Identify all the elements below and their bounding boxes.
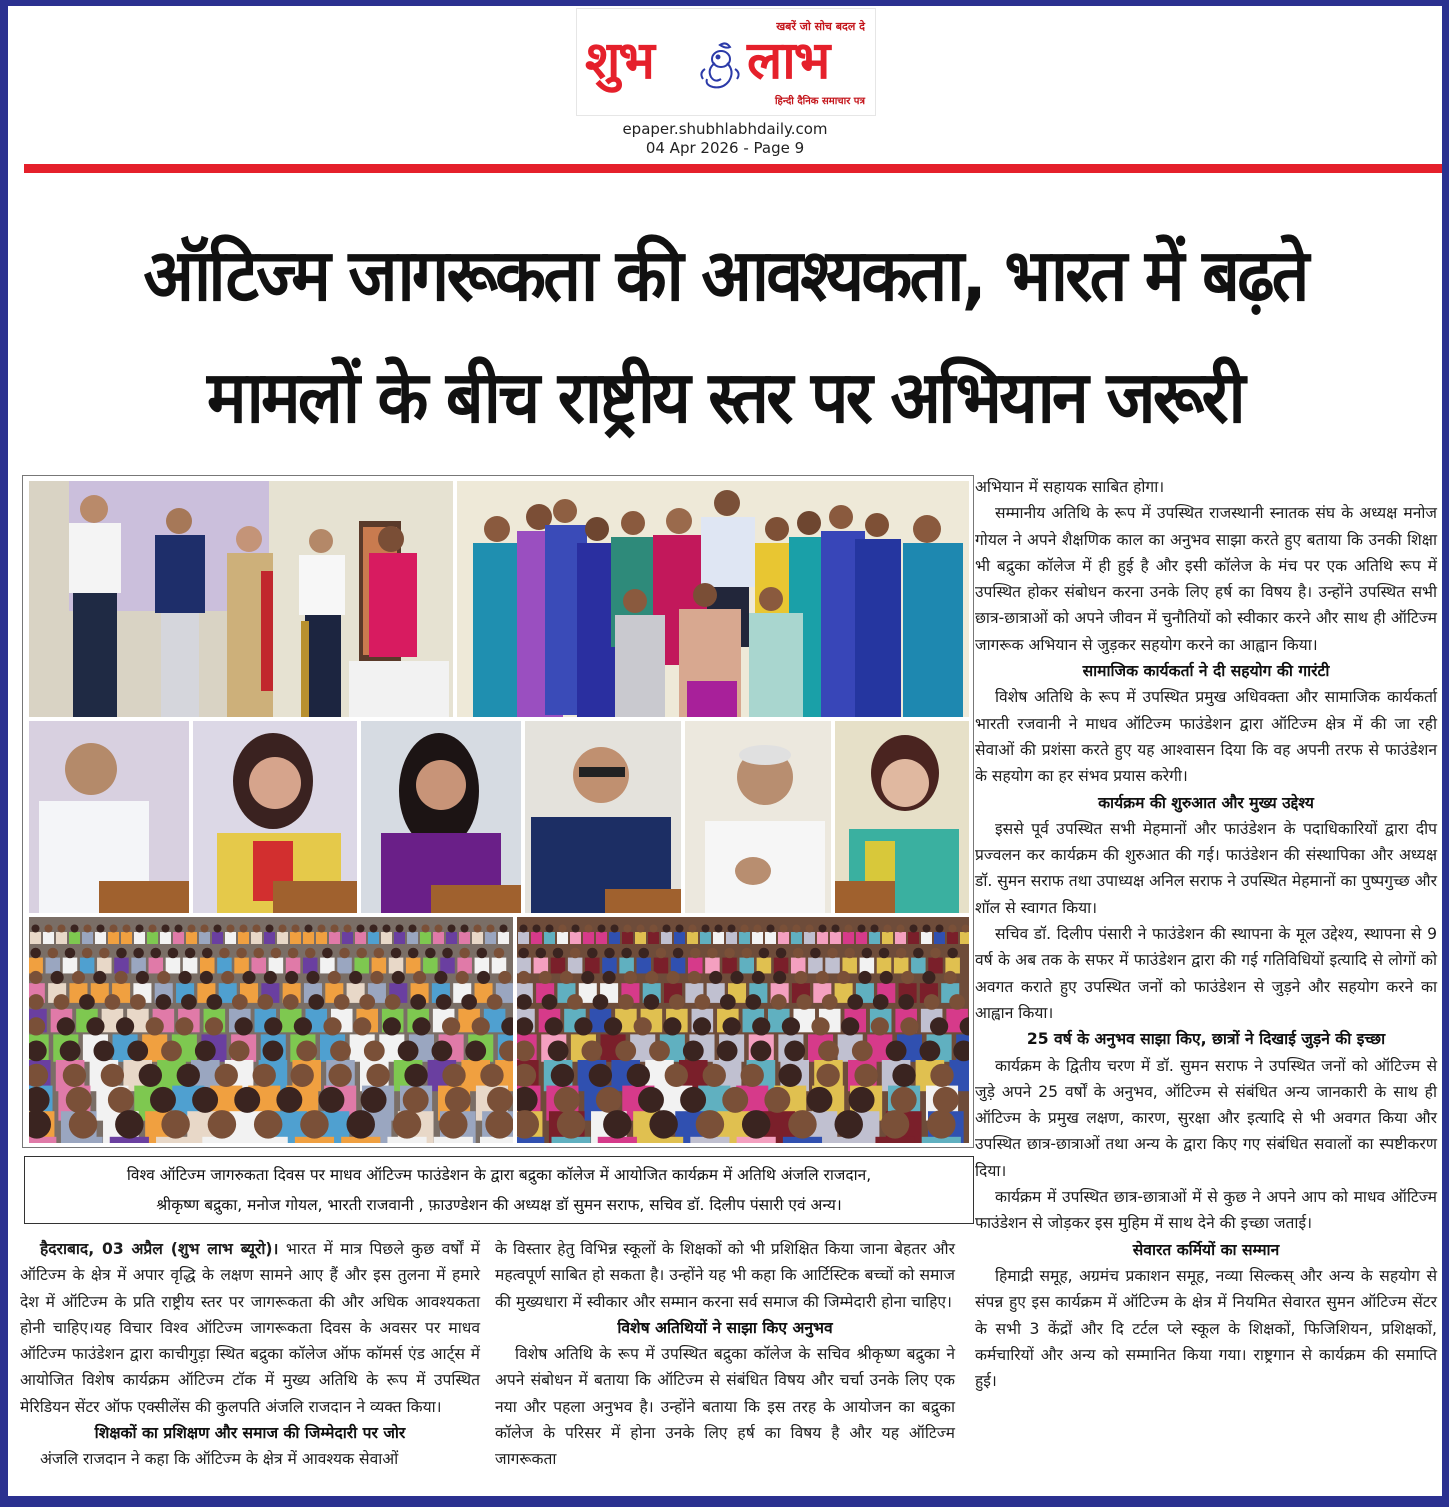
article-paragraph: के विस्तार हेतु विभिन्न स्कूलों के शिक्षकों को भी प्रशिक्षित किया जाना बेहतर और महत्वपूर्ण साबित हो सकता है। उन्होंने यह भी कहा कि आर्टिस्टिक बच्चों को समाज की मुख्यधारा में स्वीकार और सम्मान करना सर्व समाज की जिम्मेदारी होना चाहिए। xyxy=(495,1240,955,1311)
article-paragraph: कार्यक्रम के द्वितीय चरण में डॉ. सुमन सराफ ने उपस्थित जनों को ऑटिज्म से जुड़े अपने 25 वर्षों के अनुभव, ऑटिज्म से संबंधित अन्य जानकारी के साथ ही ऑटिज्म के प्रमुख लक्षण, कारण, सुरक्षा और इत्यादि से भी अवगत किया और उपस्थित छात्र-छात्राओं तथा अन्य के द्वारा किए गए संबंधित सवालों का स्पष्टीकरण दिया। xyxy=(975,1056,1437,1180)
caption-line-2: श्रीकृष्ण बद्रुका, मनोज गोयल, भारती राजवानी , फ़ाउण्डेशन की अध्यक्ष डॉ सुमन सराफ, सचिव डॉ. दिलीप पंसारी एवं अन्य। xyxy=(156,1196,842,1214)
article-paragraph: विशेष अतिथि के रूप में उपस्थित बद्रुका कॉलेज के सचिव श्रीकृष्ण बद्रुका ने अपने संबोधन में बताया कि ऑटिज्म से संबंधित विषय और चर्चा उनके लिए एक नया और पहला अनुभव है। उन्होंने बताया कि इस तरह के आयोजन का बद्रुका कॉलेज के परिसर में होना उनके लिए हर्ष का विषय है और यह ऑटिज्म जागरूकता xyxy=(495,1345,955,1469)
article-paragraph: सचिव डॉ. दिलीप पंसारी ने फाउंडेशन की स्थापना के मूल उद्देश्य, स्थापना से 9 वर्ष के अब तक के सफर में फाउंडेशन द्वारा की गई गतिविधियों इत्यादि से लोगों को अवगत कराते हुए उपस्थित जनों को फाउंडेशन से जुड़ने और सहयोग करने का आह्वान किया। xyxy=(975,925,1437,1022)
subheading-special-guests: विशेष अतिथियों ने साझा किए अनुभव xyxy=(617,1318,833,1337)
photo-speaker-1[interactable] xyxy=(29,721,189,913)
article-paragraph: कार्यक्रम में उपस्थित छात्र-छात्राओं में से कुछ ने अपने आप को माधव ऑटिज्म फाउंडेशन से जोड़कर इस मुहिम में साथ देने की इच्छा जताई। xyxy=(975,1188,1437,1233)
masthead-subtitle: हिन्दी दैनिक समाचार पत्र xyxy=(774,96,865,107)
headline-line-1: ऑटिज्म जागरूकता की आवश्यकता, भारत में बढ़ते xyxy=(143,233,1307,317)
dateline: हैदराबाद, 03 अप्रैल (शुभ लाभ ब्यूरो)। xyxy=(40,1240,279,1258)
subheading-25-years: 25 वर्ष के अनुभव साझा किए, छात्रों ने दिखाई जुड़ने की इच्छा xyxy=(1026,1030,1386,1049)
newspaper-page xyxy=(8,6,1442,1496)
masthead-divider xyxy=(24,164,1442,173)
article-column-right xyxy=(975,474,1437,1394)
article-paragraph: अभियान में सहायक साबित होगा। xyxy=(975,478,1165,496)
logo-word-shubh: शुभ xyxy=(585,30,653,91)
ganesha-icon xyxy=(697,39,743,95)
photo-speaker-5[interactable] xyxy=(685,721,831,913)
article-paragraph: सम्मानीय अतिथि के रूप में उपस्थित राजस्थानी स्नातक संघ के अध्यक्ष मनोज गोयल ने अपने शैक्षणिक काल का अनुभव साझा करते हुए बताया कि उनकी शिक्षा भी बद्रुका कॉलेज में ही हुई है और इसी कॉलेज के मंच पर एक अतिथि रूप में उपस्थित होकर संबोधन करना उनके लिए हर्ष का विषय है। उन्होंने उपस्थित सभी छात्र-छात्राओं को अपने जीवन में चुनौतियों को स्वीकार करने और साथ ही ऑटिज्म जागरूक अभियान से जुड़कर सहयोग करने का आह्वान किया। xyxy=(975,504,1437,654)
subheading-program-start: कार्यक्रम की शुरुआत और मुख्य उद्देश्य xyxy=(1098,793,1314,812)
photo-audience-1[interactable] xyxy=(29,917,513,1143)
caption-line-1: विश्व ऑटिज्म जागरुकता दिवस पर माधव ऑटिज्म फाउंडेशन के द्वारा बद्रुका कॉलेज में आयोजित कार्यक्रम में अतिथि अंजलि राजदान, xyxy=(126,1166,872,1184)
headline-line-2: मामलों के बीच राष्ट्रीय स्तर पर अभियान जरूरी xyxy=(207,355,1243,439)
photo-group[interactable] xyxy=(457,481,969,717)
photo-speaker-3[interactable] xyxy=(361,721,521,913)
photo-speaker-6[interactable] xyxy=(835,721,969,913)
subheading-teacher-training: शिक्षकों का प्रशिक्षण और समाज की जिम्मेदारी पर जोर xyxy=(94,1424,406,1443)
epaper-url[interactable]: epaper.shubhlabhdaily.com xyxy=(622,120,828,138)
masthead-logo[interactable] xyxy=(576,8,876,116)
edition-date-page: 04 Apr 2026 - Page 9 xyxy=(645,139,805,157)
article-column-middle xyxy=(495,1236,955,1473)
article-paragraph: हिमाद्री समूह, अग्रमंच प्रकाशन समूह, नव्या सिल्कस् और अन्य के सहयोग से संपन्न हुए इस कार्यक्रम में ऑटिज्म के क्षेत्र में नियमित सेवारत सुमन ऑटिज्म सेंटर के सभी 3 केंद्रों और दि टर्टल प्ले स्कूल के शिक्षकों, फिजिशियन, प्रशिक्षकों, कर्मचारियों और अन्य को सम्मानित किया गया। राष्ट्रगान से कार्यक्रम की समाप्ति हुई। xyxy=(975,1266,1437,1391)
photo-speaker-2[interactable] xyxy=(193,721,357,913)
article-paragraph: इससे पूर्व उपस्थित सभी मेहमानों और फाउंडेशन के पदाधिकारियों द्वारा दीप प्रज्वलन कर कार्यक्रम की शुरुआत की गई। फाउंडेशन की संस्थापिका और अध्यक्ष डॉ. सुमन सराफ तथा उपाध्यक्ष अनिल सराफ ने उपस्थित मेहमानों का पुष्पगुच्छ और शॉल से स्वागत किया। xyxy=(975,819,1437,917)
photo-speaker-4[interactable] xyxy=(525,721,681,913)
article-paragraph: विशेष अतिथि के रूप में उपस्थित प्रमुख अधिवक्ता और सामाजिक कार्यकर्ता भारती रजवानी ने माधव ऑटिज्म फाउंडेशन द्वारा ऑटिज्म क्षेत्र में की जा रही सेवाओं की प्रशंसा करते हुए यह आश्वासन दिया कि वह अपनी तरफ से फाउंडेशन के सहयोग का हर संभव प्रयास करेगी। xyxy=(975,688,1437,786)
photo-audience-2[interactable] xyxy=(517,917,969,1143)
article-paragraph: अंजलि राजदान ने कहा कि ऑटिज्म के क्षेत्र में आवश्यक सेवाओं xyxy=(40,1450,399,1469)
photo-caption xyxy=(24,1156,974,1224)
article-column-left xyxy=(20,1236,480,1473)
subheading-staff-honour: सेवारत कर्मियों का सम्मान xyxy=(1132,1240,1280,1259)
masthead-tagline: खबरें जो सोच बदल दे xyxy=(776,20,865,33)
photo-lamp-lighting[interactable] xyxy=(29,481,453,717)
subheading-social-worker: सामाजिक कार्यकर्ता ने दी सहयोग की गारंटी xyxy=(1082,662,1330,681)
article-paragraph: भारत में मात्र पिछले कुछ वर्षों में ऑटिज्म के क्षेत्र में अपार वृद्धि के लक्षण सामने आए हैं और इस तुलना में हमारे देश में ऑटिज्म के प्रति राष्ट्रीय स्तर पर जागरूकता की और अधिक आवश्यकता होनी चाहिए।यह विचार विश्व ऑटिज्म जागरूकता दिवस के अवसर पर माधव ऑटिज्म फाउंडेशन द्वारा काचीगुड़ा स्थित बद्रुका कॉलेज ऑफ कॉमर्स एंड आर्ट्स में आयोजित विशेष कार्यक्रम ऑटिज्म टॉक में मुख्य अतिथि के रूप में उपस्थित मेरिडियन सेंटर ऑफ एक्सीलेंस की कुलपति अंजलि राजदान ने व्यक्त किया। xyxy=(20,1240,480,1416)
photo-collage xyxy=(22,475,974,1148)
logo-word-labh: लाभ xyxy=(747,30,829,91)
